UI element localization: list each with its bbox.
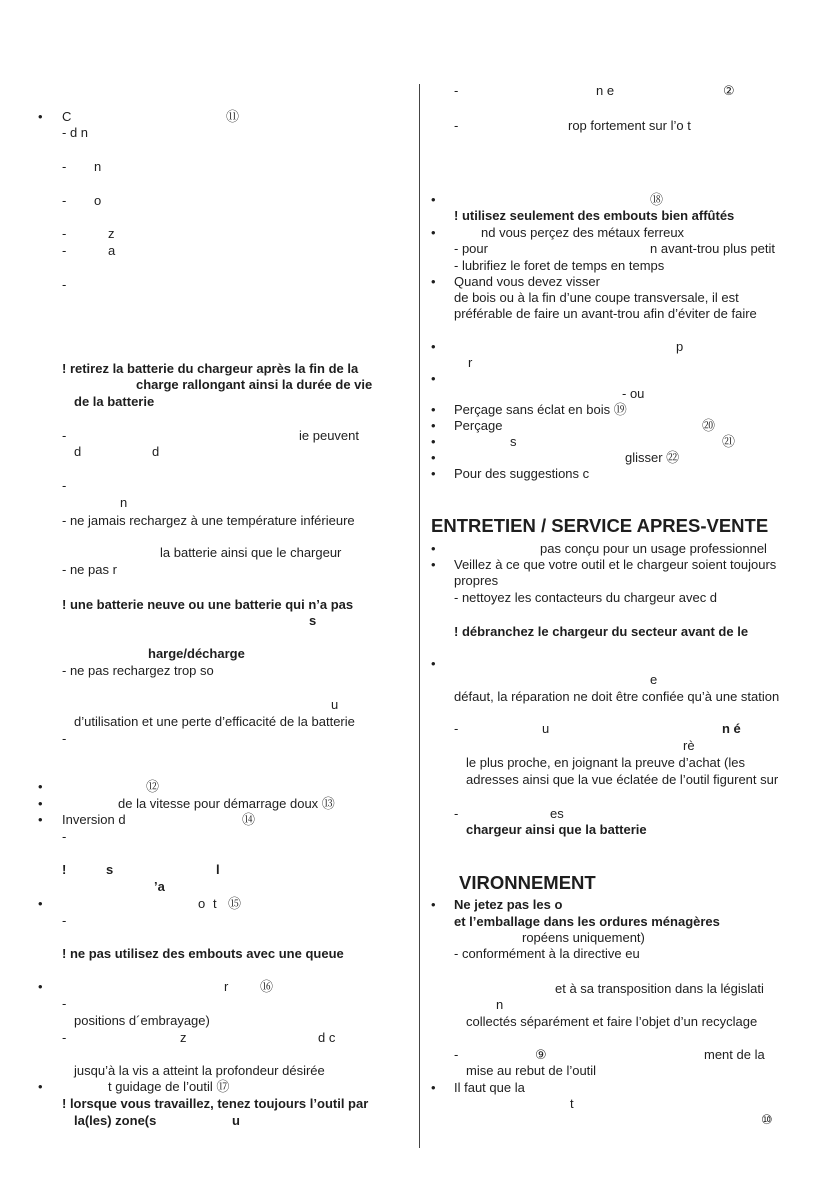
dash: - bbox=[62, 428, 67, 443]
bullet: • bbox=[431, 450, 436, 465]
warning-line: s bbox=[106, 862, 114, 877]
text-line: t bbox=[570, 1096, 574, 1111]
dash: - bbox=[454, 721, 459, 736]
text-line: - lubrifiez le foret de temps en temps bbox=[454, 258, 665, 273]
callout-number: ⑫ bbox=[146, 779, 160, 794]
bullet: • bbox=[38, 109, 43, 124]
dash: - bbox=[62, 226, 67, 241]
text-line: t bbox=[213, 896, 217, 911]
callout-number: ⑮ bbox=[228, 896, 242, 911]
text-line: Perçage sans éclat en bois ⑲ bbox=[454, 402, 627, 417]
bullet: • bbox=[431, 339, 436, 354]
text-line: Il faut que la bbox=[454, 1080, 525, 1095]
text-line: u bbox=[542, 721, 550, 736]
text-line: pas conçu pour un usage professionnel bbox=[540, 541, 767, 556]
text-line: z bbox=[108, 226, 115, 241]
text-line: la batterie ainsi que le chargeur bbox=[160, 545, 342, 560]
text-line: ropéens uniquement) bbox=[522, 930, 645, 945]
dash: - bbox=[62, 277, 67, 292]
text-line: n bbox=[94, 159, 102, 174]
text-line: - pour bbox=[454, 241, 488, 256]
bullet: • bbox=[431, 1080, 436, 1095]
text-line: - d n bbox=[62, 125, 89, 140]
warning-line: u bbox=[232, 1113, 240, 1128]
warning-line: ! une batterie neuve ou une batterie qui n’a pas bbox=[62, 597, 354, 612]
text-line: o bbox=[94, 193, 102, 208]
callout-number: ⑪ bbox=[226, 109, 240, 124]
callout-number: ⑭ bbox=[242, 812, 256, 827]
warning-line: ! bbox=[62, 862, 67, 877]
dash: - bbox=[62, 913, 67, 928]
text-line: jusqu’à la vis a atteint la profondeur désirée bbox=[74, 1063, 325, 1078]
dash: - bbox=[454, 1047, 459, 1062]
callout-number: ⑩ bbox=[761, 1112, 773, 1127]
bullet: • bbox=[431, 192, 436, 207]
bullet: • bbox=[38, 796, 43, 811]
text-line: chargeur ainsi que la batterie bbox=[466, 822, 647, 837]
dash: - bbox=[62, 478, 67, 493]
text-line: et l’emballage dans les ordures ménagères bbox=[454, 914, 720, 929]
text-line: - ou bbox=[622, 386, 645, 401]
dash: - bbox=[62, 731, 67, 746]
callout-number: ⑨ bbox=[535, 1047, 547, 1062]
text-line: défaut, la réparation ne doit être confiée qu’à une station bbox=[454, 689, 780, 704]
callout-number: ⑯ bbox=[260, 979, 274, 994]
bullet: • bbox=[431, 897, 436, 912]
dash: - bbox=[454, 806, 459, 821]
text-line: adresses ainsi que la vue éclatée de l’outil figurent sur bbox=[466, 772, 779, 787]
text-line: préférable de faire un avant-trou afin d’éviter de faire bbox=[454, 306, 757, 321]
warning-line: la(les) zone(s bbox=[74, 1113, 157, 1128]
text-line: ment de la bbox=[704, 1047, 765, 1062]
text-line: le plus proche, en joignant la preuve d’achat (les bbox=[466, 755, 745, 770]
warning-line: ! utilisez seulement des embouts bien affûtés bbox=[454, 208, 735, 223]
warning-line: ! lorsque vous travaillez, tenez toujours l’outil par bbox=[62, 1096, 369, 1111]
text-line: a bbox=[108, 243, 116, 258]
text-line: C bbox=[62, 109, 72, 124]
text-line: rop fortement sur l’o t bbox=[568, 118, 691, 133]
section-heading-maintenance: ENTRETIEN / SERVICE APRES-VENTE bbox=[431, 515, 769, 536]
bullet: • bbox=[431, 418, 436, 433]
bullet: • bbox=[431, 466, 436, 481]
text-line: - ne pas r bbox=[62, 562, 117, 577]
dash: - bbox=[454, 83, 459, 98]
text-line: Perçage bbox=[454, 418, 503, 433]
text-line: s bbox=[510, 434, 517, 449]
text-line: u bbox=[331, 697, 339, 712]
bullet: • bbox=[431, 371, 436, 386]
bullet: • bbox=[431, 541, 436, 556]
text-line: n bbox=[120, 495, 128, 510]
text-line: d’utilisation et une perte d’efficacité de la batterie bbox=[74, 714, 355, 729]
warning-line: charge rallongant ainsi la durée de vie bbox=[136, 377, 373, 392]
bullet: • bbox=[38, 979, 43, 994]
text-line: d bbox=[74, 444, 82, 459]
text-line: collectés séparément et faire l’objet d’un recyclage bbox=[466, 1014, 758, 1029]
text-line: z bbox=[180, 1030, 187, 1045]
bullet: • bbox=[431, 434, 436, 449]
section-heading-environment: VIRONNEMENT bbox=[459, 872, 596, 893]
warning-line: s bbox=[309, 613, 317, 628]
text-line: nd vous perçez des métaux ferreux bbox=[481, 225, 685, 240]
warning-line: ! débranchez le chargeur du secteur avant de le bbox=[454, 624, 749, 639]
dash: - bbox=[62, 243, 67, 258]
bullet: • bbox=[38, 812, 43, 827]
callout-number: ⑱ bbox=[650, 192, 664, 207]
text-line: mise au rebut de l’outil bbox=[466, 1063, 597, 1078]
text-line: Quand vous devez visser bbox=[454, 274, 600, 289]
text-line: positions d´embrayage) bbox=[74, 1013, 210, 1028]
text-line: rè bbox=[683, 738, 695, 753]
text-line: de la vitesse pour démarrage doux ⑬ bbox=[118, 796, 335, 811]
text-line: es bbox=[550, 806, 564, 821]
warning-line: de la batterie bbox=[74, 394, 155, 409]
text-line: d c bbox=[318, 1030, 336, 1045]
bullet: • bbox=[431, 656, 436, 671]
bullet: • bbox=[431, 402, 436, 417]
bullet: • bbox=[38, 1079, 43, 1094]
callout-number: ㉑ bbox=[722, 434, 736, 449]
dash: - bbox=[62, 996, 67, 1011]
warning-line: harge/décharge bbox=[148, 646, 245, 661]
text-line: n e bbox=[596, 83, 615, 98]
dash: - bbox=[62, 193, 67, 208]
text-line: ie peuvent bbox=[299, 428, 359, 443]
text-line: n bbox=[496, 997, 504, 1012]
text-line: o bbox=[198, 896, 206, 911]
text-line: et à sa transposition dans la législati bbox=[555, 981, 764, 996]
text-line: r bbox=[224, 979, 229, 994]
column-divider bbox=[419, 84, 420, 1148]
text-line: e bbox=[650, 672, 658, 687]
text-line: - nettoyez les contacteurs du chargeur avec d bbox=[454, 590, 718, 605]
text-line: glisser ㉒ bbox=[625, 450, 680, 465]
text-line: r bbox=[468, 355, 473, 370]
text-line: Pour des suggestions c bbox=[454, 466, 590, 481]
bullet: • bbox=[38, 779, 43, 794]
text-line: t guidage de l’outil ⑰ bbox=[108, 1079, 230, 1094]
bullet: • bbox=[431, 274, 436, 289]
bullet: • bbox=[431, 225, 436, 240]
text-line: n avant-trou plus petit bbox=[650, 241, 776, 256]
text-line: p bbox=[676, 339, 684, 354]
text-line: n é bbox=[722, 721, 741, 736]
warning-line: ’a bbox=[154, 879, 165, 894]
text-line: - ne pas rechargez trop so bbox=[62, 663, 214, 678]
dash: - bbox=[62, 1030, 67, 1045]
text-line: Veillez à ce que votre outil et le chargeur soient toujours bbox=[454, 557, 777, 572]
text-line: - conformément à la directive eu bbox=[454, 946, 640, 961]
dash: - bbox=[62, 159, 67, 174]
text-line: Ne jetez pas les o bbox=[454, 897, 563, 912]
text-line: d bbox=[152, 444, 160, 459]
text-line: - ne jamais rechargez à une température inférieure bbox=[62, 513, 355, 528]
bullet: • bbox=[431, 557, 436, 572]
text-line: propres bbox=[454, 573, 499, 588]
callout-number: ⑳ bbox=[702, 418, 716, 433]
text-line: de bois ou à la fin d’une coupe transversale, il est bbox=[454, 290, 739, 305]
callout-number: ② bbox=[723, 83, 735, 98]
warning-line: ! retirez la batterie du chargeur après la fin de la bbox=[62, 361, 359, 376]
warning-line: ! ne pas utilisez des embouts avec une queue bbox=[62, 946, 344, 961]
dash: - bbox=[454, 118, 459, 133]
warning-line: l bbox=[216, 862, 220, 877]
bullet: • bbox=[38, 896, 43, 911]
dash: - bbox=[62, 829, 67, 844]
text-line: Inversion d bbox=[62, 812, 126, 827]
